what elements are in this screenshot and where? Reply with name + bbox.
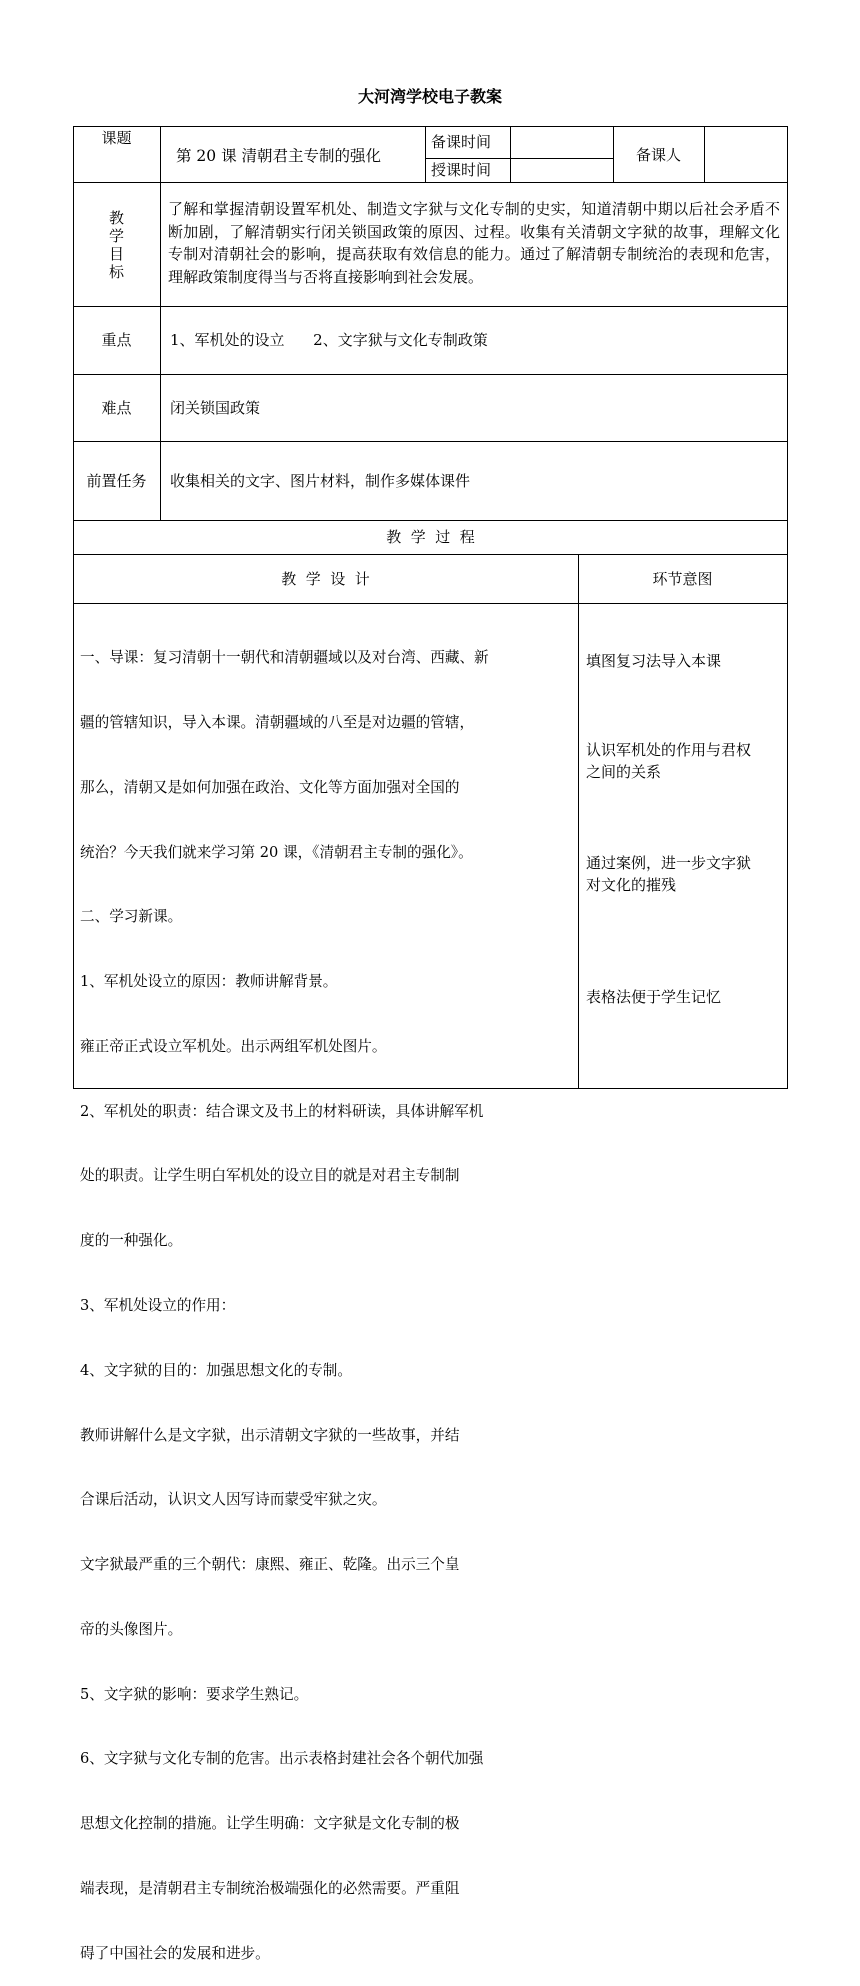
design-line: 二、学习新课。 [80,908,183,926]
pre-task-label: 前置任务 [86,472,147,490]
design-content [80,604,489,1986]
design-line: 度的一种强化。 [80,1232,183,1250]
design-line: 3、军机处设立的作用： [80,1297,236,1314]
design-line: 一、导课：复习清朝十一朝代和清朝疆域以及对台湾、西藏、新 [80,649,489,667]
prep-time-label: 备课时间 [431,133,492,151]
design-line: 2、军机处的职责：结合课文及书上的材料研读，具体讲解军机 [80,1102,484,1120]
intent-item: 对文化的摧残 [586,876,677,894]
pre-task-text: 收集相关的文字、图片材料，制作多媒体课件 [170,472,471,490]
goals-label [73,209,160,281]
intent-item: 之间的关系 [586,763,662,781]
border-intent-col [578,554,579,1088]
design-line: 雍正帝正式设立军机处。出示两组军机处图片。 [80,1037,387,1055]
design-line: 思想文化控制的措施。让学生明确：文字狱是文化专制的极 [80,1815,460,1833]
border-time-value-left [510,126,511,182]
design-line: 教师讲解什么是文字狱，出示清朝文字狱的一些故事，并结 [80,1426,460,1444]
process-title: 教 学 过 程 [386,528,475,546]
design-line: 帝的头像图片。 [80,1620,183,1638]
design-header: 教 学 设 计 [281,570,370,588]
design-line: 合课后活动，认识文人因写诗而蒙受牢狱之灾。 [80,1491,387,1509]
border-row3-bottom [73,374,788,375]
intent-header: 环节意图 [652,570,713,588]
intent-item: 通过案例，进一步文字狱 [586,854,752,872]
design-line: 4、文字狱的目的：加强思想文化的专制。 [80,1361,352,1379]
document-title: 大河湾学校电子教案 [357,87,502,106]
design-line: 6、文字狱与文化专制的危害。出示表格封建社会各个朝代加强 [80,1750,484,1768]
goals-label-char: 学 [108,227,124,245]
border-time-label-left [425,126,426,182]
key-points-label: 重点 [101,331,132,349]
design-line: 文字狱最严重的三个朝代：康熙、雍正、乾隆。出示三个皇 [80,1556,460,1574]
key-points-text: 1、军机处的设立 2、文字狱与文化专制政策 [170,331,488,349]
border-top [73,126,788,127]
topic-value: 第 20 课 清朝君主专制的强化 [176,147,382,165]
preparer-label: 备课人 [635,146,681,164]
goals-text: 了解和掌握清朝设置军机处、制造文字狱与文化专制的史实，知道清朝中期以后社会矛盾不断加剧，了解清朝实行闭关锁国政策的原因、过程。收集有关清朝文字狱的故事，理解文化专制对清朝社会的影响，提高获取有效信息的能力。通过了解清朝专制统治的表现和危害，理解政策制度得当与否将直接影响到社会发展。 [168,200,780,286]
teach-time-label: 授课时间 [431,161,492,179]
intent-item: 填图复习法导入本课 [586,652,722,670]
design-line: 那么，清朝又是如何加强在政治、文化等方面加强对全国的 [80,778,460,796]
intent-item: 表格法便于学生记忆 [586,988,722,1006]
border-right [787,126,788,1089]
topic-label: 课题 [101,129,132,147]
intent-item: 认识军机处的作用与君权 [586,741,752,759]
goals-label-char: 教 [108,209,124,227]
design-line: 5、文字狱的影响：要求学生熟记。 [80,1685,309,1703]
border-label-col [160,126,161,520]
design-line: 碍了中国社会的发展和进步。 [80,1944,270,1962]
difficult-points-text: 闭关锁国政策 [170,399,261,417]
difficult-points-label: 难点 [101,399,132,417]
design-line: 疆的管辖知识，导入本课。清朝疆域的八至是对边疆的管辖， [80,713,475,731]
border-row1-bottom [73,182,788,183]
design-line: 端表现，是清朝君主专制统治极端强化的必然需要。严重阻 [80,1880,460,1898]
border-row4-bottom [73,441,788,442]
border-process-bottom [73,554,788,555]
border-row5-bottom [73,520,788,521]
border-preparer-value-left [704,126,705,182]
goals-label-char: 目 [108,245,124,263]
design-line: 1、军机处设立的原因：教师讲解背景。 [80,973,338,991]
goals-label-char: 标 [108,263,124,281]
border-row2-bottom [73,306,788,307]
design-line: 统治？今天我们就来学习第 20 课，《清朝君主专制的强化》。 [80,843,473,861]
design-line: 处的职责。让学生明白军机处的设立目的就是对君主专制制 [80,1167,460,1185]
